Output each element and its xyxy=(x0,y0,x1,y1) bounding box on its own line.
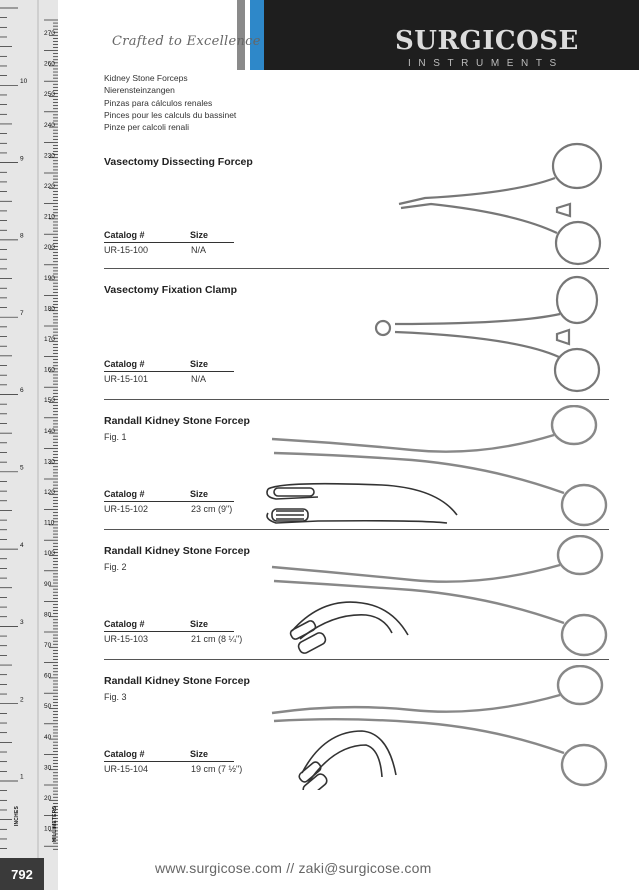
mm-label: 190 xyxy=(44,274,55,282)
figure-label: Fig. 2 xyxy=(104,562,127,572)
header-underline xyxy=(104,501,234,502)
section-divider xyxy=(104,268,609,269)
randall-forcep-fig3-image xyxy=(262,665,612,790)
catalog-label: Catalog # xyxy=(104,489,145,499)
category-title-fr: Pinces pour les calculs du bassinet xyxy=(104,109,237,120)
mm-label: 230 xyxy=(44,152,55,160)
mm-label: 40 xyxy=(44,733,52,741)
mm-label: 220 xyxy=(44,183,55,190)
size-label: Size xyxy=(190,619,209,629)
mm-label: 240 xyxy=(44,121,55,129)
inch-label: 9 xyxy=(20,155,24,163)
mm-label: 90 xyxy=(44,580,52,588)
category-title-de: Nierensteinzangen xyxy=(104,85,175,96)
mm-label: 250 xyxy=(44,91,55,99)
category-title-es: Pinzas para cálculos renales xyxy=(104,97,213,108)
catalog-label: Catalog # xyxy=(104,230,145,240)
inch-label: 1 xyxy=(20,773,24,781)
header-underline xyxy=(104,631,234,632)
mm-label: 80 xyxy=(44,611,52,619)
mm-label: 10 xyxy=(44,825,52,833)
mm-label: 110 xyxy=(44,519,55,527)
mm-label: 170 xyxy=(44,336,55,343)
size-label: Size xyxy=(190,489,209,499)
size-value: 21 cm (8 ¼") xyxy=(191,634,243,644)
catalog-number: UR-15-100 xyxy=(104,245,149,255)
mm-label: 50 xyxy=(44,703,52,711)
catalog-number: UR-15-103 xyxy=(104,634,149,644)
mm-label: 200 xyxy=(44,244,55,252)
mm-label: 270 xyxy=(44,30,55,37)
mm-label: 260 xyxy=(44,60,55,68)
figure-label: Fig. 1 xyxy=(104,432,127,442)
inch-label: 10 xyxy=(20,78,28,85)
catalog-number: UR-15-101 xyxy=(104,374,149,384)
page-number: 792 xyxy=(0,858,44,890)
ruler-ticks xyxy=(0,0,58,890)
inch-label: 6 xyxy=(20,387,24,395)
product-title: Vasectomy Dissecting Forcep xyxy=(104,156,253,168)
mm-label: 70 xyxy=(44,642,52,649)
brand-subtitle: INSTRUMENTS xyxy=(408,58,564,69)
size-label: Size xyxy=(190,749,209,759)
section-divider xyxy=(104,399,609,400)
randall-forcep-fig1-image xyxy=(262,405,612,530)
figure-label: Fig. 3 xyxy=(104,692,127,702)
catalog-label: Catalog # xyxy=(104,749,145,759)
mm-label: 210 xyxy=(44,213,55,221)
product-title: Randall Kidney Stone Forcep xyxy=(104,545,250,557)
mm-label: 20 xyxy=(44,795,52,802)
fixation-clamp-image xyxy=(365,272,615,397)
mm-label: 130 xyxy=(44,458,55,466)
inch-label: 7 xyxy=(20,309,24,317)
mm-label: 180 xyxy=(44,305,55,313)
catalog-number: UR-15-102 xyxy=(104,504,149,514)
mm-label: 150 xyxy=(44,397,55,405)
mm-label: 140 xyxy=(44,427,55,435)
size-value: 19 cm (7 ½") xyxy=(191,764,243,774)
brand-logo: SURGICOSE xyxy=(395,26,579,56)
header-underline xyxy=(104,761,234,762)
inches-label: INCHES xyxy=(14,806,20,827)
category-titles xyxy=(104,72,236,133)
inch-label: 8 xyxy=(20,232,24,240)
mm-label: 100 xyxy=(44,550,55,558)
inch-label: 4 xyxy=(20,541,24,549)
mm-label: 60 xyxy=(44,672,52,680)
catalog-label: Catalog # xyxy=(104,619,145,629)
product-title: Randall Kidney Stone Forcep xyxy=(104,675,250,687)
mm-label: 30 xyxy=(44,764,52,772)
catalog-label: Catalog # xyxy=(104,359,145,369)
millimeters-label: MILLIMETERS xyxy=(52,806,58,843)
category-title-it: Pinze per calcoli renali xyxy=(104,122,190,133)
randall-forcep-fig2-image xyxy=(262,535,612,660)
brand-tagline: Crafted to Excellence xyxy=(112,34,261,49)
category-title-en: Kidney Stone Forceps xyxy=(104,73,188,83)
inch-label: 5 xyxy=(20,464,24,472)
mm-label: 160 xyxy=(44,366,55,374)
product-title: Randall Kidney Stone Forcep xyxy=(104,415,250,427)
dissecting-forcep-image xyxy=(395,138,615,268)
inch-label: 2 xyxy=(20,696,24,704)
size-value: 23 cm (9") xyxy=(191,504,233,514)
size-label: Size xyxy=(190,230,209,240)
header-underline xyxy=(104,371,234,372)
size-label: Size xyxy=(190,359,209,369)
mm-label: 120 xyxy=(44,489,55,496)
size-value: N/A xyxy=(191,374,207,384)
inch-label: 3 xyxy=(20,619,24,627)
footer-contact: www.surgicose.com // zaki@surgicose.com xyxy=(155,860,432,876)
header-underline xyxy=(104,242,234,243)
measurement-ruler xyxy=(0,0,58,890)
catalog-number: UR-15-104 xyxy=(104,764,149,774)
size-value: N/A xyxy=(191,245,207,255)
product-title: Vasectomy Fixation Clamp xyxy=(104,284,238,296)
